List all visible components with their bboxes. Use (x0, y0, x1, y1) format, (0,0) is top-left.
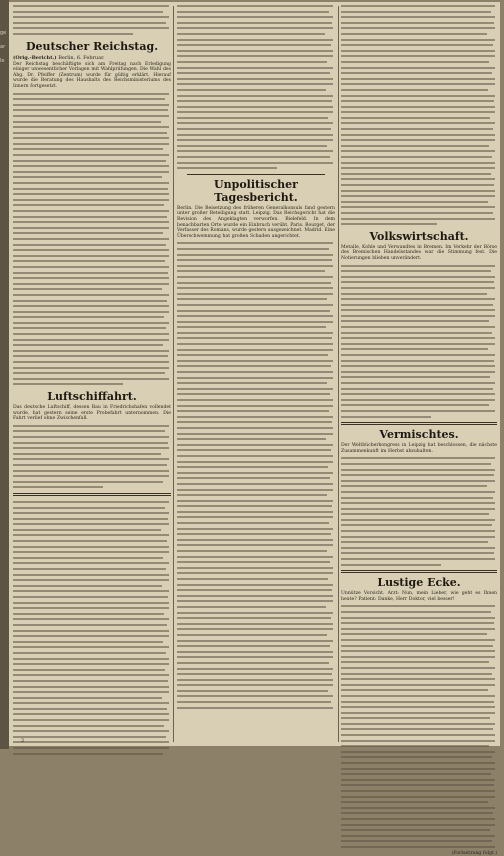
column-3 (341, 2, 497, 856)
headline-tagesbericht: Unpolitischer Tagesbericht. (214, 177, 298, 204)
continuation-note: (Fortsetzung folgt.) (451, 850, 497, 856)
column-rule (338, 6, 339, 742)
article-body: Unnütze Vorsicht. Arzt: Nun, mein Lieber, wie geht es Ihnen heute? Patient: Danke, Herr Doktor, viel besser! (341, 591, 497, 602)
text-block (13, 499, 171, 756)
section-separator (341, 570, 497, 573)
column-2 (177, 2, 335, 742)
text-block (177, 3, 335, 171)
headline-vermischtes: Vermischtes. (379, 428, 459, 442)
strip-fragment: ge (0, 30, 7, 36)
headline-reichstag: Deutscher Reichstag. (25, 39, 159, 53)
byline: (Orig.-Bericht.) Berlin, 6. Februar. (13, 54, 105, 61)
newspaper-page (9, 2, 500, 856)
text-block (341, 263, 497, 420)
adjacent-page-edge (0, 0, 9, 749)
page-number: 2 (21, 738, 25, 744)
article-body: Berlin. Die Beisetzung des früheren Generalkonsuls fand gestern unter großer Beteiligung statt. Leipzig. Das Reichsgericht hat die Revision des Angeklagten verworfen. Bielefeld. In dem benachbarten Orte wurde ein Einbruch verübt. Paris. Bourget, der Verfasser des Romans, wurde gestern ausgezeichnet. Madrid. Eine Überschwemmung hat großen Schaden angerichtet. (177, 205, 335, 239)
text-block (177, 240, 335, 710)
column-1 (13, 2, 171, 742)
headline-luftschiffahrt: Luftschiffahrt. (47, 390, 137, 403)
section-separator (187, 174, 325, 175)
text-block (341, 603, 497, 849)
article-body: Der Reichstag beschäftigte sich am Freitag nach Erledigung einiger unwesentlicher Vorlagen mit Wahlprüfungen. Die Wahl des Abg. Dr. Pfeiffer (Zentrum) wurde für gültig erklärt. Hierauf wurde die Beratung des Haushalts des Reichsministeriums des Innern fortgesetzt. (13, 61, 171, 89)
section-separator (13, 493, 171, 496)
section-separator (341, 422, 497, 425)
text-block (341, 3, 497, 227)
text-block (13, 3, 171, 37)
article-body: Der Weltbücherkongress in Leipzig hat beschlossen, die nächste Zusammenkunft im Herbst abzuhalten. (341, 443, 497, 454)
text-block (341, 455, 497, 567)
article-body: Metalle, Kohle und Verwandtes in Bremen. Im Verkehr der Börse des Bremischen Handelsstandes war die Stimmung fest. Die Notierungen blieben unverändert. (341, 244, 497, 261)
strip-fragment: ar (0, 44, 6, 50)
text-block (13, 423, 171, 490)
text-block (13, 91, 171, 387)
headline-volkswirtschaft: Volkswirtschaft. (369, 229, 469, 243)
strip-fragment: le (0, 58, 5, 64)
headline-lustige-ecke: Lustige Ecke. (377, 576, 461, 590)
article-body: Das deutsche Luftschiff, dessen Bau in Friedrichshafen vollendet wurde, hat gestern seine erste Probefahrt unternommen. Die Fahrt verlief ohne Zwischenfall. (13, 405, 171, 422)
column-rule (173, 6, 174, 742)
